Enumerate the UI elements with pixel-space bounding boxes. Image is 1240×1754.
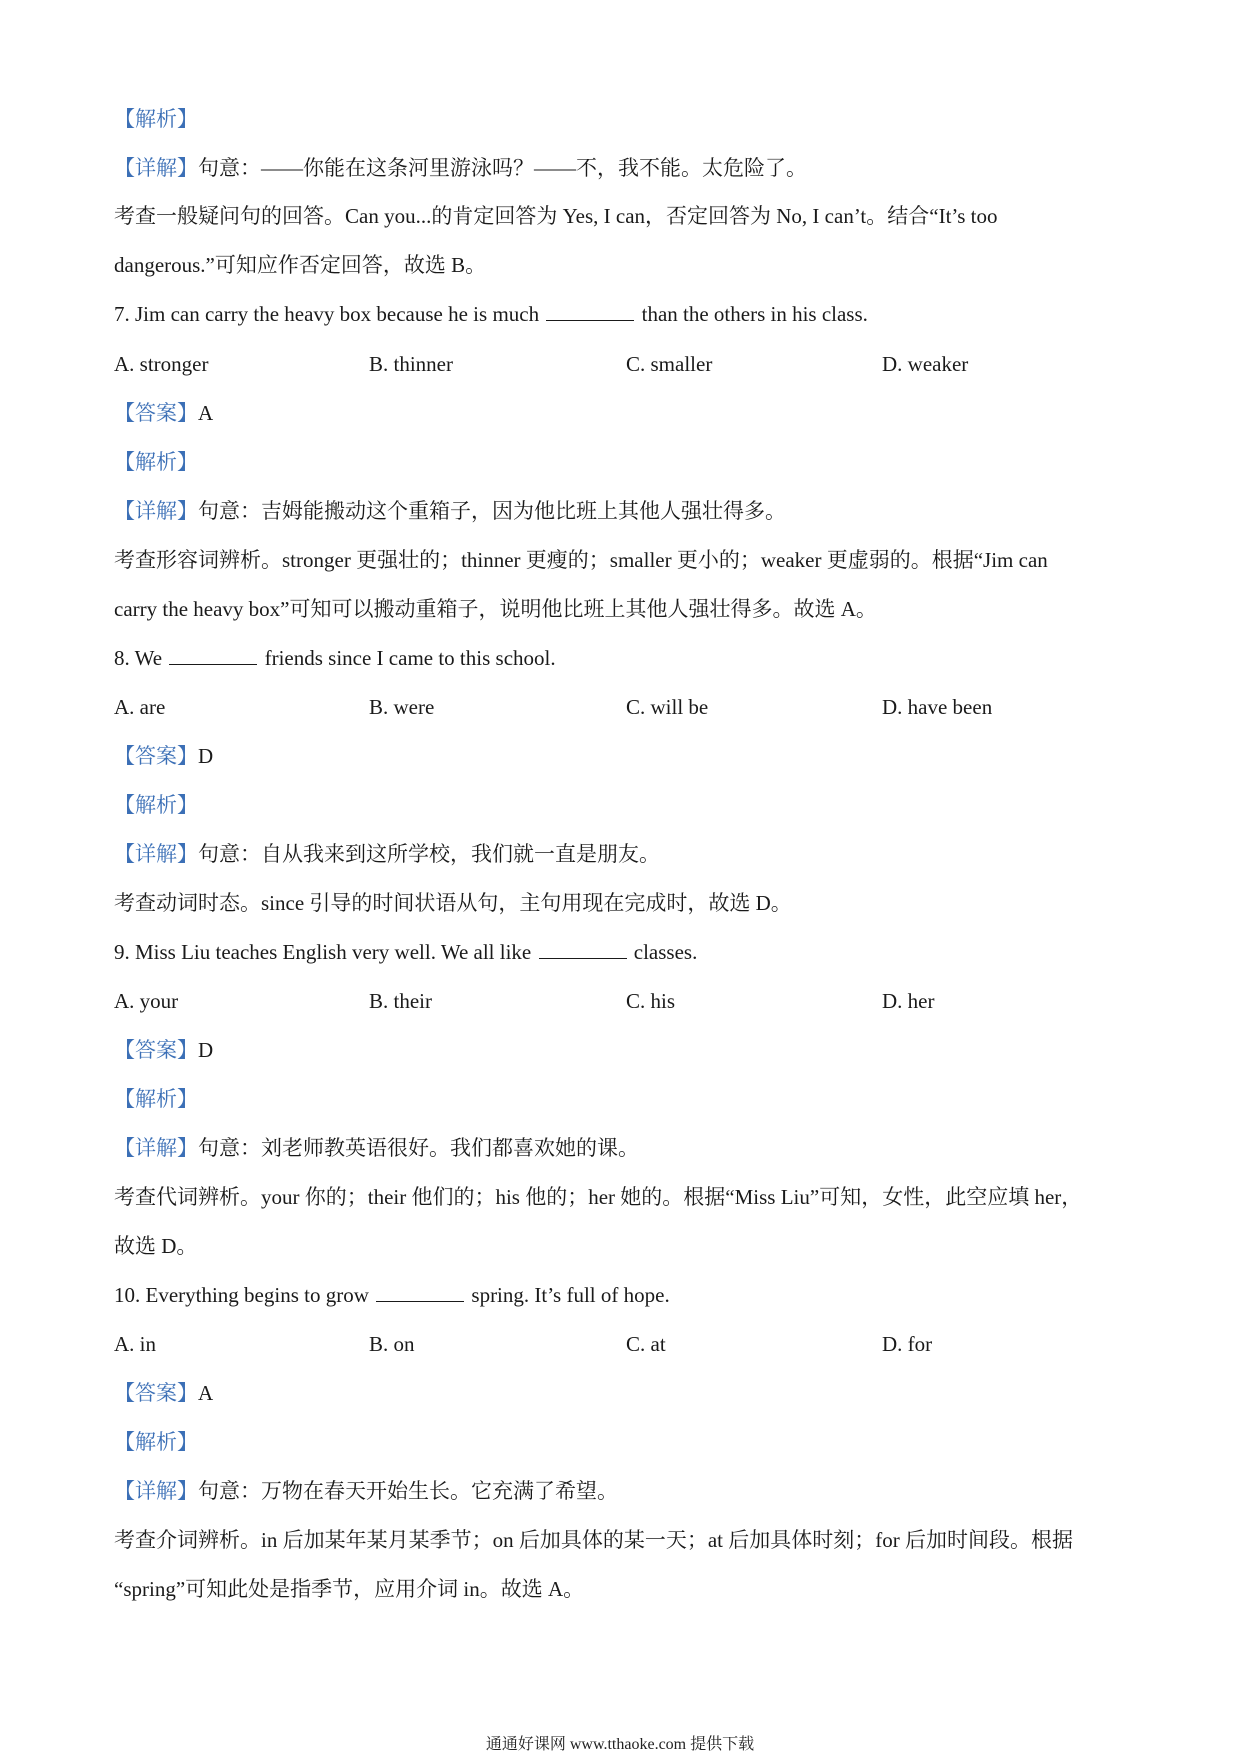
xiangjie-label: 【详解】: [114, 1479, 198, 1503]
jiexi-label: 【解析】: [114, 793, 198, 817]
jiexi-label: 【解析】: [114, 1087, 198, 1111]
q10-answer-value: A: [198, 1381, 214, 1405]
q7-stem-part-1: 7. Jim can carry the heavy box because he is much: [114, 302, 540, 326]
daan-label: 【答案】: [114, 1038, 198, 1062]
q8-answer: [114, 742, 1140, 770]
xiangjie-label: 【详解】: [114, 499, 198, 523]
xiangjie-label: 【详解】: [114, 1136, 198, 1160]
q10-answer: [114, 1379, 1140, 1407]
q7-option-c: C. smaller: [626, 352, 713, 376]
q10-stem-part-1: 10. Everything begins to grow: [114, 1283, 369, 1307]
q7-answer-value: A: [198, 401, 214, 425]
q8-stem-part-2: friends since I came to this school.: [264, 646, 556, 670]
q8-blank: [169, 663, 257, 665]
q8-option-b: B. were: [369, 695, 435, 719]
q10-analysis-line-2: “spring”可知此处是指季节，应用介词 in。故选 A。: [114, 1577, 585, 1601]
q9-answer: [114, 1036, 1140, 1064]
q9-detail-text: 句意：刘老师教英语很好。我们都喜欢她的课。: [198, 1136, 639, 1160]
q9-option-c: C. his: [626, 989, 676, 1013]
q10-option-b: B. on: [369, 1332, 415, 1356]
q9-detail: [114, 1134, 1140, 1162]
q7-detail-text: 句意：吉姆能搬动这个重箱子，因为他比班上其他人强壮得多。: [198, 499, 786, 523]
q8-option-c: C. will be: [626, 695, 709, 719]
page-footer: 通通好课网 www.tthaoke.com 提供下载: [485, 1736, 755, 1753]
q6-analysis-line-1: 考查一般疑问句的回答。Can you...的肯定回答为 Yes, I can，否定回答为 No, I can’t。结合“It’s too: [114, 204, 998, 228]
q9-option-a: A. your: [114, 989, 179, 1013]
daan-label: 【答案】: [114, 401, 198, 425]
q7-option-a: A. stronger: [114, 352, 209, 376]
q10-detail: [114, 1477, 1140, 1505]
q8-answer-value: D: [198, 744, 214, 768]
q7-option-d: D. weaker: [882, 352, 969, 376]
q9-option-d: D. her: [882, 989, 935, 1013]
q7-stem: [114, 300, 1140, 328]
q10-stem: [114, 1281, 1140, 1309]
q9-answer-value: D: [198, 1038, 214, 1062]
q7-option-b: B. thinner: [369, 352, 453, 376]
q7-answer: [114, 399, 1140, 427]
q7-analysis-line-1: 考查形容词辨析。stronger 更强壮的；thinner 更瘦的；smaller 更小的；weaker 更虚弱的。根据“Jim can: [114, 548, 1048, 572]
xiangjie-label: 【详解】: [114, 156, 198, 180]
q7-blank: [546, 319, 634, 321]
q8-detail: [114, 840, 1140, 868]
q8-stem: [114, 644, 1140, 672]
q7-detail: [114, 497, 1140, 525]
q10-analysis-line-1: 考查介词辨析。in 后加某年某月某季节；on 后加具体的某一天；at 后加具体时刻；for 后加时间段。根据: [114, 1528, 1073, 1552]
q9-stem: [114, 938, 1140, 966]
q10-option-d: D. for: [882, 1332, 933, 1356]
q9-stem-part-2: classes.: [633, 940, 698, 964]
daan-label: 【答案】: [114, 1381, 198, 1405]
q9-blank: [539, 957, 627, 959]
q8-stem-part-1: 8. We: [114, 646, 163, 670]
q10-option-c: C. at: [626, 1332, 666, 1356]
q9-analysis-line-2: 故选 D。: [114, 1234, 198, 1258]
daan-label: 【答案】: [114, 744, 198, 768]
q8-analysis-line-1: 考查动词时态。since 引导的时间状语从句，主句用现在完成时，故选 D。: [114, 891, 792, 915]
jiexi-label: 【解析】: [114, 107, 198, 131]
q6-analysis-line-2: dangerous.”可知应作否定回答，故选 B。: [114, 253, 487, 277]
q10-detail-text: 句意：万物在春天开始生长。它充满了希望。: [198, 1479, 618, 1503]
q10-stem-part-2: spring. It’s full of hope.: [471, 1283, 670, 1307]
q10-blank: [376, 1300, 464, 1302]
q6-detail: [114, 154, 1140, 182]
jiexi-label: 【解析】: [114, 1430, 198, 1454]
q8-detail-text: 句意：自从我来到这所学校，我们就一直是朋友。: [198, 842, 660, 866]
q8-option-d: D. have been: [882, 695, 993, 719]
q7-stem-part-2: than the others in his class.: [641, 302, 868, 326]
jiexi-label: 【解析】: [114, 450, 198, 474]
q8-option-a: A. are: [114, 695, 166, 719]
q9-stem-part-1: 9. Miss Liu teaches English very well. We all like: [114, 940, 532, 964]
q9-option-b: B. their: [369, 989, 432, 1013]
q10-option-a: A. in: [114, 1332, 156, 1356]
q7-analysis-line-2: carry the heavy box”可知可以搬动重箱子，说明他比班上其他人强壮得多。故选 A。: [114, 597, 877, 621]
q9-analysis-line-1: 考查代词辨析。your 你的；their 他们的；his 他的；her 她的。根据“Miss Liu”可知，女性，此空应填 her，: [114, 1185, 1083, 1209]
q6-detail-text: 句意：——你能在这条河里游泳吗？——不，我不能。太危险了。: [198, 156, 807, 180]
xiangjie-label: 【详解】: [114, 842, 198, 866]
